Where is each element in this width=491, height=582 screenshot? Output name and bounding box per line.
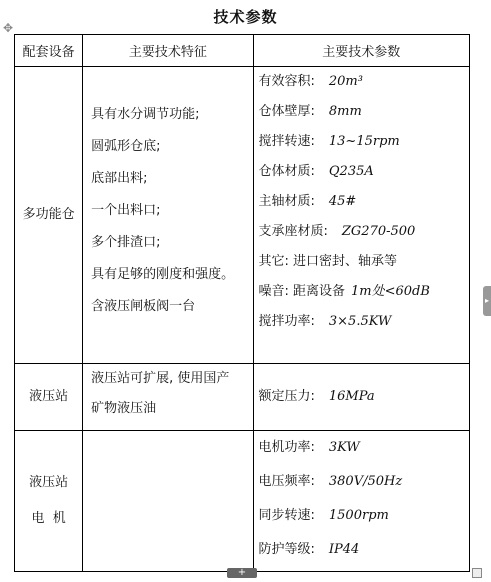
params-cell [253,67,470,364]
param-label: 有效容积: [258,74,315,90]
param-value: 20m³ [328,74,363,90]
params-cell [253,364,470,430]
params-cell [253,430,470,571]
feature-line: 具有足够的刚度和强度。 [91,267,235,283]
param-line [259,277,470,307]
param-value: 380V/50Hz [328,473,403,489]
header-row [15,35,470,67]
param-label: 电机功率: [258,439,315,455]
feature-line: 底部出料; [91,171,148,187]
table-title: 技术参数 [213,8,278,26]
spec-table [14,34,470,572]
features-cell [83,67,253,364]
param-value: IP44 [328,541,360,557]
feature-line: 多个排渣口; [91,235,161,251]
param-value: 16MPa [328,389,375,405]
table-row [15,67,470,364]
param-value: 8mm [328,104,362,120]
param-label: 搅拌转速: [258,134,315,150]
param-label: 仓体材质: [258,164,315,180]
param-line [259,465,470,499]
param-label: 电压频率: [258,473,315,489]
param-value: 45# [328,194,357,210]
param-line [259,97,470,127]
param-line [259,217,470,247]
param-value: 13~15rpm [328,134,400,150]
table-row [15,364,470,430]
equipment-cell [15,67,83,364]
param-line [259,127,470,157]
param-value: Q235A [328,164,374,180]
header-features: 主要技术特征 [83,35,253,67]
param-label: 仓体壁厚: [258,104,315,120]
header-equipment: 配套设备 [15,35,83,67]
param-label: 噪音: 距离设备 [258,284,346,300]
param-label: 其它: 进口密封、轴承等 [258,254,398,270]
param-line [259,247,470,277]
param-label: 支承座材质: [258,224,328,240]
param-line [259,157,470,187]
param-line [259,382,470,412]
equipment-name: 电 机 [31,510,66,526]
move-handle-icon[interactable]: ✥ [3,21,14,35]
feature-line: 一个出料口; [91,203,161,219]
param-value: ZG270-500 [341,224,416,240]
features-cell [83,430,253,571]
param-line [259,499,470,533]
param-label: 额定压力: [258,389,315,405]
param-label: 搅拌功率: [258,314,315,330]
feature-line: 圆弧形仓底; [91,139,161,155]
param-line [259,533,470,567]
param-value: 3×5.5KW [328,314,392,330]
header-params: 主要技术参数 [253,35,470,67]
equipment-cell [15,364,83,430]
equipment-name: 液压站 [29,389,69,405]
param-value: 1m处<60dB [351,284,430,300]
param-line [259,431,470,465]
param-value: 1500rpm [328,507,389,523]
param-line [259,187,470,217]
side-expand-handle[interactable]: ▸ [483,286,491,316]
table-row [15,430,470,571]
param-value: 3KW [328,439,360,455]
table-resize-handle[interactable] [472,568,482,578]
features-cell [83,364,253,430]
feature-line: 具有水分调节功能; [91,107,200,123]
equipment-name: 液压站 [29,474,69,490]
param-label: 主轴材质: [258,194,315,210]
feature-line: 矿物液压油 [91,401,157,417]
equipment-name: 多功能仓 [22,207,75,223]
param-label: 防护等级: [258,541,315,557]
param-label: 同步转速: [258,507,315,523]
param-line [259,67,470,97]
equipment-cell [15,430,83,571]
param-line [259,307,470,337]
feature-line: 液压站可扩展, 使用国产 [91,371,230,387]
add-row-button[interactable]: + [227,568,257,578]
feature-line: 含液压闸板阀一台 [91,299,196,315]
